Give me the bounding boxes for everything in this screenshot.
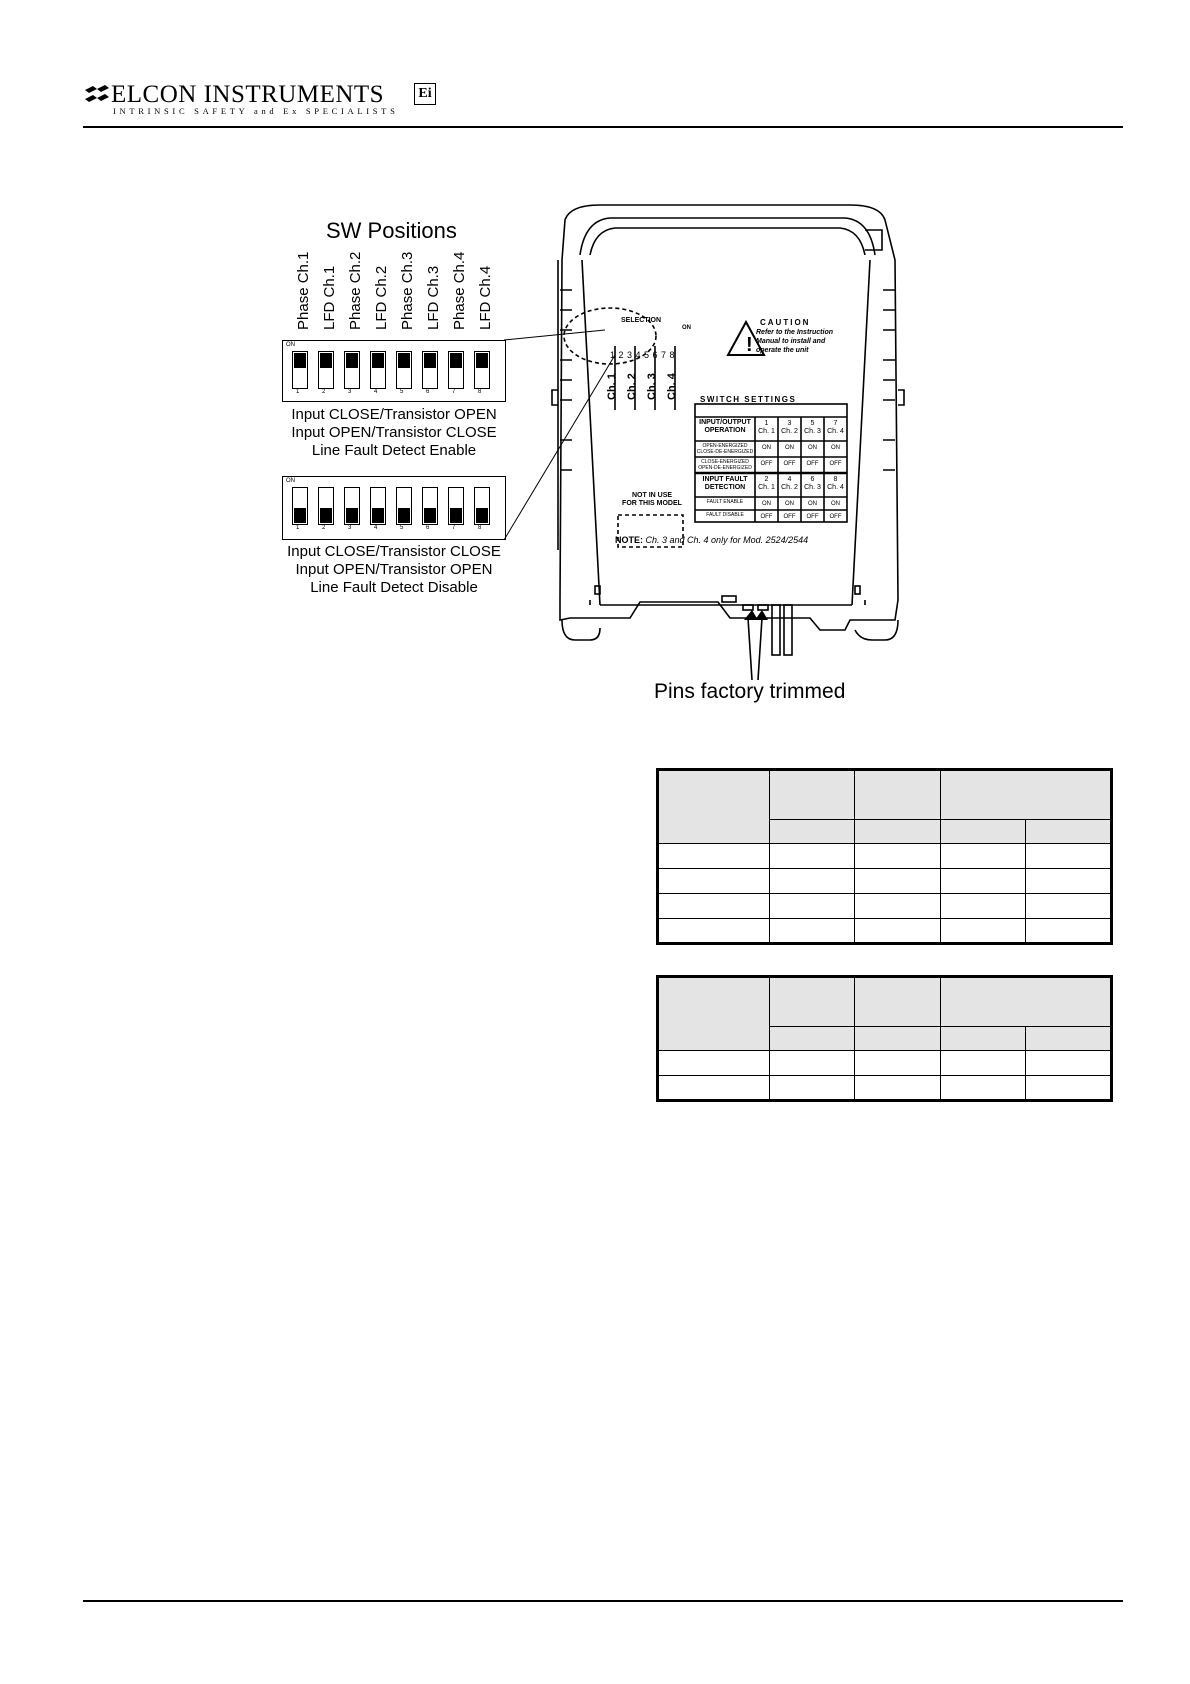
fault-header-line: DETECTION [704, 484, 746, 491]
dip-number: 7 [452, 525, 456, 531]
caption-line: Input OPEN/Transistor OPEN [295, 561, 493, 578]
table-cell [770, 977, 855, 1027]
dip-knob [372, 353, 384, 368]
dip-knob [372, 508, 384, 523]
settings-col-header: 8 Ch. 4 [827, 476, 844, 491]
pins-label: Pins factory trimmed [654, 680, 846, 703]
dip-knob [320, 353, 332, 368]
caution-line: Manual to install and [756, 338, 826, 345]
table-cell [770, 770, 855, 820]
dip-knob [424, 508, 436, 523]
svg-text:!: ! [746, 334, 753, 356]
switch-label: LFD Ch.3 [425, 265, 442, 330]
dip-slot [448, 351, 464, 389]
settings-row-label: CLOSE-ENERGIZED OPEN-DE-ENERGIZED [698, 459, 752, 471]
dip-slot [292, 351, 308, 389]
brand-name: ELCON INSTRUMENTS [111, 81, 385, 108]
io-rows [695, 441, 847, 473]
caption-line: Line Fault Detect Enable [311, 442, 477, 459]
table-1 [656, 768, 1113, 945]
table-cell [940, 977, 1025, 1027]
dip-slot [370, 487, 386, 525]
caution-line: Refer to the Instruction [756, 329, 834, 336]
table-cell [1025, 820, 1111, 844]
settings-col-header: 6 Ch. 3 [804, 476, 821, 491]
settings-col-header: 4 Ch. 2 [781, 476, 798, 491]
table-cell [855, 820, 940, 844]
brand-tagline: INTRINSIC SAFETY and Ex SPECIALISTS [113, 106, 399, 116]
dip-number: 2 [322, 525, 326, 531]
dip-knob [424, 353, 436, 368]
table-row [658, 844, 1112, 869]
dip-knob [346, 353, 358, 368]
dip-number: 1 [296, 525, 300, 531]
dip-switch-enable [282, 340, 506, 402]
io-header-line: OPERATION [704, 427, 746, 434]
settings-value: ON [762, 445, 771, 451]
device-channel-label: Ch. 1 [606, 373, 618, 400]
settings-value: OFF [760, 461, 773, 467]
table-cell [1025, 1027, 1111, 1051]
settings-col-header: 1 Ch. 1 [758, 420, 775, 435]
settings-value: OFF [806, 461, 819, 467]
dip-slot [318, 351, 334, 389]
dip-slot [474, 487, 490, 525]
dip-knob [294, 353, 306, 368]
switch-label: Phase Ch.1 [295, 251, 312, 330]
table-row [658, 869, 1112, 894]
switch-label: Phase Ch.3 [399, 251, 416, 330]
dip-slot [474, 351, 490, 389]
dip-knob [398, 508, 410, 523]
dip-number: 8 [478, 389, 482, 395]
device-note [615, 535, 808, 545]
settings-value: ON [808, 501, 817, 507]
dip-number: 8 [478, 525, 482, 531]
device-on-label: ON [682, 325, 691, 331]
table-cell [855, 977, 940, 1027]
switch-label: Phase Ch.4 [451, 251, 468, 330]
settings-value: ON [785, 445, 794, 451]
settings-row-label: OPEN-ENERGIZED CLOSE-DE-ENERGIZED [696, 443, 754, 455]
table-cell [1025, 977, 1111, 1027]
settings-value: ON [831, 501, 840, 507]
io-columns [755, 418, 847, 440]
settings-value: ON [762, 501, 771, 507]
device-channel-label: Ch. 4 [666, 373, 678, 400]
table-cell [940, 1027, 1025, 1051]
dip-knob [450, 353, 462, 368]
fault-columns [755, 474, 847, 496]
dip-on-label: ON [286, 478, 295, 484]
table-2 [656, 975, 1113, 1102]
caption-enable [262, 406, 526, 460]
dip-slot [344, 351, 360, 389]
settings-col-header: 7 Ch. 4 [827, 420, 844, 435]
settings-row-label: FAULT ENABLE [706, 499, 744, 505]
dip-number: 1 [296, 389, 300, 395]
io-header [695, 419, 755, 435]
settings-col-header: 2 Ch. 1 [758, 476, 775, 491]
table-cell [770, 1027, 855, 1051]
dip-number: 2 [322, 389, 326, 395]
note-text: Ch. 3 and Ch. 4 only for Mod. 2524/2544 [645, 535, 809, 545]
table-cell [770, 820, 855, 844]
io-header-line: INPUT/OUTPUT [699, 419, 751, 426]
dip-number: 7 [452, 389, 456, 395]
not-in-use-line: NOT IN USE [631, 492, 673, 499]
sw-title: SW Positions [326, 218, 457, 243]
table-cell [1025, 770, 1111, 820]
switch-label: Phase Ch.2 [347, 251, 364, 330]
dip-number: 4 [374, 389, 378, 395]
settings-col-header: 5 Ch. 3 [804, 420, 821, 435]
settings-col-header: 3 Ch. 2 [781, 420, 798, 435]
table-row [658, 1051, 1112, 1076]
fault-rows [695, 497, 847, 522]
dip-number: 3 [348, 525, 352, 531]
fault-header-line: INPUT FAULT [702, 476, 748, 483]
dip-knob [294, 508, 306, 523]
switch-labels [285, 251, 505, 331]
dip-slot [370, 351, 386, 389]
dip-slot [292, 487, 308, 525]
settings-value: ON [831, 445, 840, 451]
dip-number: 4 [374, 525, 378, 531]
settings-value: OFF [783, 461, 796, 467]
caption-line: Input CLOSE/Transistor CLOSE [287, 543, 501, 560]
dip-slot [396, 351, 412, 389]
settings-value: OFF [829, 514, 842, 520]
table-cell [658, 770, 770, 844]
dip-knob [450, 508, 462, 523]
dip-number: 6 [426, 389, 430, 395]
footer-rule [83, 1600, 1123, 1602]
fault-header [695, 476, 755, 492]
switch-settings-title: SWITCH SETTINGS [700, 395, 797, 404]
dip-slot [448, 487, 464, 525]
settings-value: ON [808, 445, 817, 451]
switch-label: LFD Ch.2 [373, 265, 390, 330]
dip-on-label: ON [286, 342, 295, 348]
callout-lines [500, 300, 630, 550]
brand-mark: Ei [414, 83, 436, 105]
switch-label: LFD Ch.4 [477, 265, 494, 330]
table-row [658, 919, 1112, 944]
dip-slot [422, 351, 438, 389]
caution-title: CAUTION [760, 318, 811, 327]
dip-slot [344, 487, 360, 525]
table-cell [855, 770, 940, 820]
not-in-use-line: FOR THIS MODEL [622, 500, 682, 507]
table-cell [940, 770, 1025, 820]
dip-knob [346, 508, 358, 523]
dip-knob [476, 508, 488, 523]
dip-number: 5 [400, 389, 404, 395]
table-row [658, 1076, 1112, 1101]
table-cell [855, 1027, 940, 1051]
device-selection-label: SELECTION [621, 317, 662, 324]
device-channel-label: Ch. 2 [626, 373, 638, 400]
caption-line: Input CLOSE/Transistor OPEN [291, 406, 497, 423]
dip-slot [318, 487, 334, 525]
caption-line: Input OPEN/Transistor CLOSE [291, 424, 497, 441]
not-in-use-label [612, 492, 692, 508]
dip-switch-disable [282, 476, 506, 540]
settings-value: OFF [829, 461, 842, 467]
table-cell [658, 977, 770, 1051]
caption-disable [262, 543, 526, 597]
settings-row-label: FAULT DISABLE [706, 512, 744, 518]
note-label: NOTE: [615, 535, 643, 545]
switch-label: LFD Ch.1 [321, 265, 338, 330]
settings-value: OFF [783, 514, 796, 520]
settings-value: OFF [760, 514, 773, 520]
caption-line: Line Fault Detect Disable [310, 579, 478, 596]
device-switch-numbers: 1 2 3 4 5 6 7 8 [610, 350, 676, 360]
dip-knob [320, 508, 332, 523]
caution-text [756, 328, 833, 355]
table-row [658, 894, 1112, 919]
dip-knob [476, 353, 488, 368]
device-channel-label: Ch. 3 [646, 373, 658, 400]
dip-slot [422, 487, 438, 525]
caution-line: operate the unit [756, 347, 809, 354]
header-rule [83, 126, 1123, 128]
table-cell [940, 820, 1025, 844]
logo-swoosh-icon [83, 85, 111, 103]
dip-slot [396, 487, 412, 525]
settings-value: ON [785, 501, 794, 507]
brand-logo [83, 82, 443, 122]
dip-knob [398, 353, 410, 368]
dip-number: 5 [400, 525, 404, 531]
dip-number: 6 [426, 525, 430, 531]
dip-number: 3 [348, 389, 352, 395]
settings-value: OFF [806, 514, 819, 520]
